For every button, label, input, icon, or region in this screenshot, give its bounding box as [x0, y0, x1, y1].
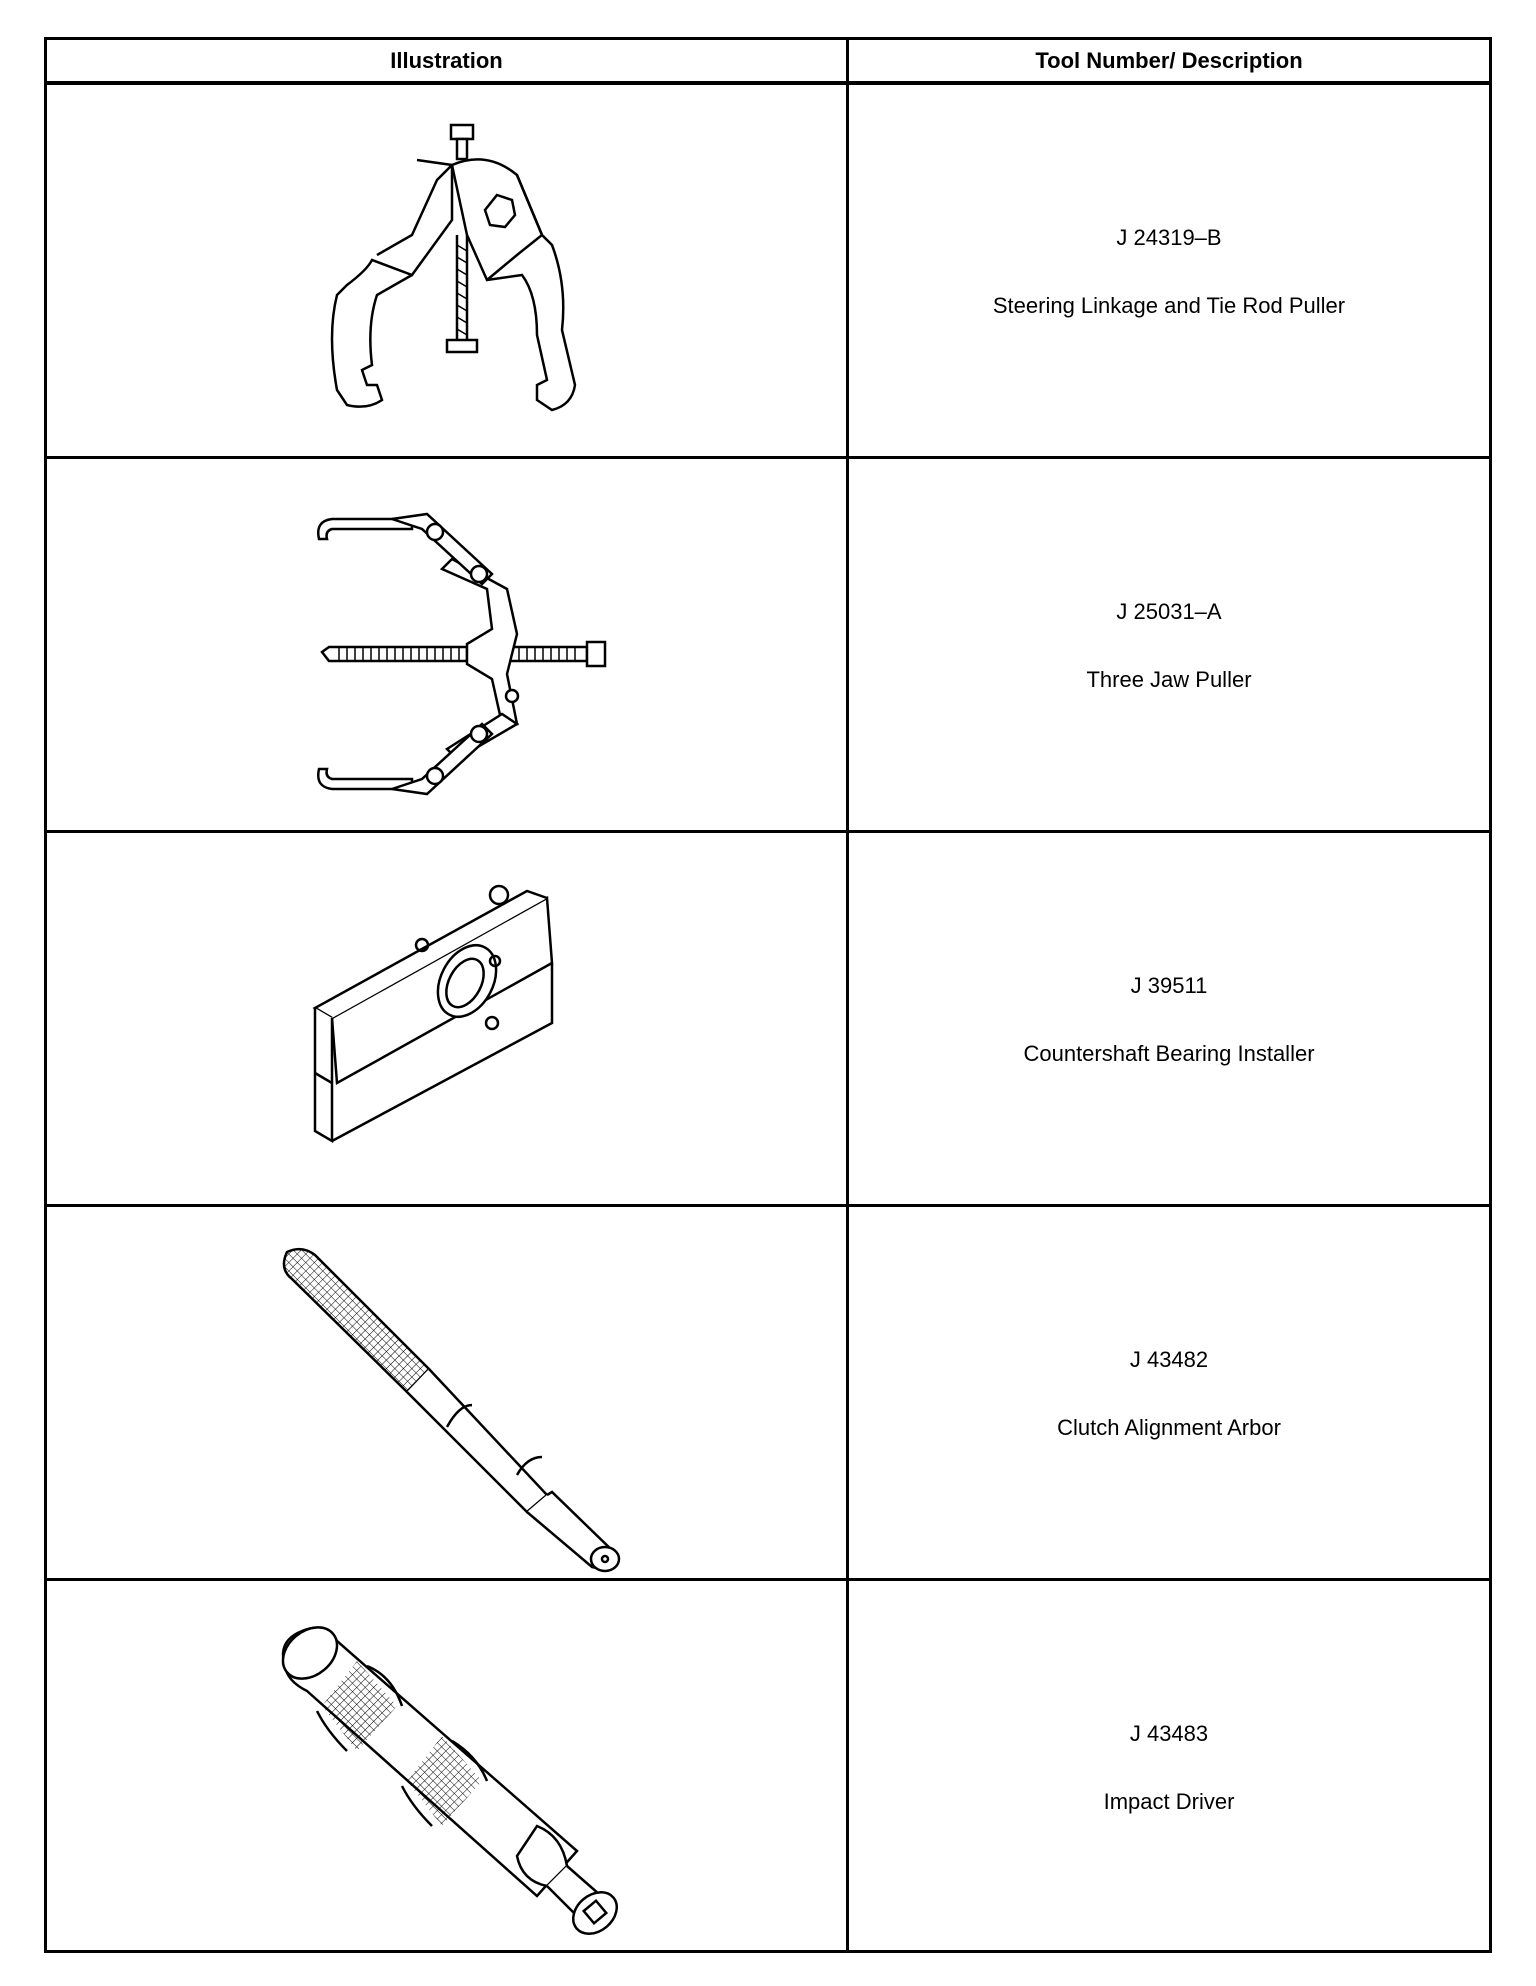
description-cell: [849, 833, 1489, 1204]
illustration-cell: [47, 1207, 846, 1578]
table-row: [47, 833, 1489, 1204]
tool-number: J 25031–A: [1116, 599, 1222, 624]
illustration-cell: [47, 833, 846, 1204]
table-header: [47, 40, 1489, 85]
table-row: [47, 1207, 1489, 1578]
impact-driver-icon: [47, 1581, 846, 1952]
alignment-arbor-icon: [47, 1207, 846, 1578]
tool-description: Steering Linkage and Tie Rod Puller: [992, 293, 1346, 318]
tie-rod-puller-icon: [47, 85, 846, 456]
tool-description: Three Jaw Puller: [1086, 667, 1252, 692]
three-jaw-puller-icon: [47, 459, 846, 830]
tool-number: J 43483: [1129, 1721, 1209, 1746]
bearing-installer-icon: [47, 833, 846, 1204]
illustration-cell: [47, 85, 846, 456]
tool-description: Impact Driver: [1103, 1789, 1235, 1814]
illustration-cell: [47, 459, 846, 830]
table-row: [47, 85, 1489, 456]
table-row: [47, 1581, 1489, 1952]
description-cell: [849, 1207, 1489, 1578]
tool-table: [44, 37, 1492, 1953]
header-tool-description: Tool Number/ Description: [1035, 48, 1303, 73]
header-illustration: Illustration: [390, 48, 503, 73]
description-cell: [849, 1581, 1489, 1952]
table-row: [47, 459, 1489, 830]
tool-description: Countershaft Bearing Installer: [1023, 1041, 1315, 1066]
tool-number: J 24319–B: [1116, 225, 1222, 250]
description-cell: [849, 85, 1489, 456]
illustration-cell: [47, 1581, 846, 1952]
tool-number: J 39511: [1130, 973, 1208, 998]
description-cell: [849, 459, 1489, 830]
tool-description: Clutch Alignment Arbor: [1057, 1415, 1281, 1440]
tool-number: J 43482: [1129, 1347, 1209, 1372]
